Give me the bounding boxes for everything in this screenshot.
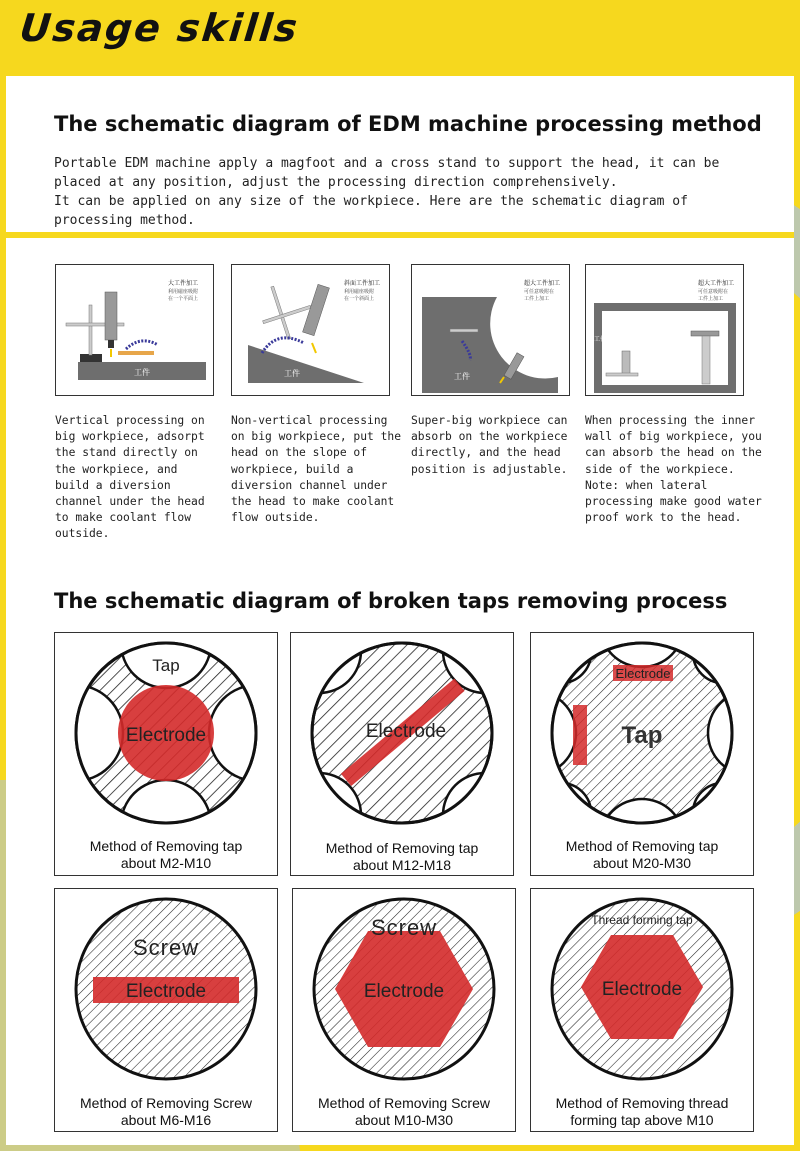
super-big-processing-diagram (412, 265, 569, 395)
intro-section (6, 76, 794, 238)
inner-wall-processing-diagram (586, 265, 743, 395)
tap-card-thread-forming (530, 888, 754, 1132)
vertical-processing-diagram (56, 265, 213, 395)
workpiece-label: 工件 (454, 372, 470, 381)
caption-line: about M10-M30 (354, 1112, 454, 1128)
intro-paragraph (54, 154, 754, 230)
caption-line: about M6-M16 (120, 1112, 212, 1128)
figure-note: 超大工件加工 (698, 280, 735, 287)
section-title-taps: The schematic diagram of broken taps removing process (54, 589, 728, 613)
edm-description-super-big (411, 413, 567, 478)
intro-line: processing method. (54, 213, 195, 228)
figure-note: 利用磁座吸附 (168, 289, 199, 295)
content-panel (6, 76, 794, 1145)
edm-description-vertical (55, 413, 205, 543)
desc-line: on big workpiece, put the (231, 430, 402, 444)
desc-line: the head to make coolant (231, 495, 395, 509)
tap-card-screw-m10-m30 (292, 888, 516, 1132)
tap-card-screw-m6-m16 (54, 888, 278, 1132)
desc-line: When processing the inner (585, 414, 756, 427)
desc-line: head on the slope of (231, 446, 368, 460)
intro-line: It can be applied on any size of the workpiece. Here are the schematic diagram of (54, 194, 688, 209)
figure-note: 可任意吸附在 (698, 289, 729, 295)
tap-label: Tap (621, 722, 663, 749)
desc-line: big workpiece, adsorpt (55, 430, 205, 444)
desc-line: position is adjustable. (411, 462, 568, 476)
figure-note: 斜面工件加工 (344, 280, 381, 287)
caption-line: about M2-M10 (120, 855, 212, 871)
electrode-label: Electrode (615, 666, 671, 681)
desc-line: Super-big workpiece can (411, 414, 568, 427)
thread-forming-tap-label: Thread forming tap (591, 913, 693, 927)
desc-line: proof work to the head. (585, 511, 742, 525)
caption-line: about M20-M30 (592, 855, 692, 871)
figure-note: 工件上加工 (698, 296, 724, 302)
page-title: Usage skills (17, 6, 302, 50)
desc-line: side of the workpiece. (585, 462, 735, 476)
edm-description-inner-wall (585, 413, 762, 526)
caption-line: Method of Removing Screw (80, 1095, 252, 1111)
figure-note: 可任意吸附在 (524, 289, 555, 295)
desc-line: build a diversion (55, 478, 171, 492)
header-bar (0, 0, 800, 68)
desc-line: flow outside. (231, 511, 320, 525)
tap-caption (291, 840, 513, 874)
figure-note: 在一个斜面上 (344, 296, 375, 302)
electrode-label: Electrode (363, 981, 445, 1002)
figure-note: 工件上加工 (524, 296, 550, 302)
screw-label: Screw (370, 915, 438, 940)
tap-caption (531, 838, 753, 872)
caption-line: Method of Removing tap (89, 838, 243, 854)
desc-line: the stand directly on (55, 446, 198, 460)
edm-description-slope (231, 413, 401, 526)
tap-caption (55, 1095, 277, 1129)
tap-caption (55, 838, 277, 872)
desc-line: to make coolant flow (55, 511, 192, 525)
tap-label: Tap (152, 656, 180, 675)
electrode-label: Electrode (601, 979, 683, 1000)
tap-card-m12-m18 (290, 632, 514, 876)
figure-note: 超大工件加工 (524, 280, 561, 287)
caption-line: Method of Removing Screw (318, 1095, 490, 1111)
intro-line: Portable EDM machine apply a magfoot and a cross stand to support the head, it can be (54, 156, 720, 171)
caption-line: forming tap above M10 (570, 1112, 714, 1128)
workpiece-label: 工件 (594, 336, 607, 343)
electrode-label: Electrode (125, 725, 207, 746)
desc-line: the workpiece, and (55, 462, 178, 476)
tap-card-m20-m30 (530, 632, 754, 876)
workpiece-label: 工件 (134, 368, 150, 377)
caption-line: about M12-M18 (352, 857, 452, 873)
caption-line: Method of Removing thread (555, 1095, 729, 1111)
desc-line: wall of big workpiece, you (585, 430, 762, 444)
desc-line: can absorb the head on the (585, 446, 762, 460)
desc-line: Vertical processing on (55, 414, 205, 427)
caption-line: Method of Removing tap (565, 838, 719, 854)
edm-figure-super-big (411, 264, 570, 396)
electrode-label: Electrode (365, 721, 447, 742)
edm-figure-slope (231, 264, 390, 396)
desc-line: channel under the head (55, 495, 205, 509)
electrode-label: Electrode (125, 981, 207, 1002)
figure-note: 利用磁座吸附 (344, 289, 375, 295)
screw-label: Screw (132, 935, 200, 960)
desc-line: absorb on the workpiece (411, 430, 568, 444)
desc-line: outside. (55, 527, 110, 541)
tap-caption (293, 1095, 515, 1129)
workpiece-label: 工件 (284, 369, 300, 378)
slope-processing-diagram (232, 265, 389, 395)
section-title-edm: The schematic diagram of EDM machine processing method (54, 112, 762, 136)
desc-line: directly, and the head (411, 446, 561, 460)
tap-caption (531, 1095, 753, 1129)
edm-figure-vertical (55, 264, 214, 396)
desc-line: processing make good water (585, 495, 762, 509)
figure-note: 在一个平面上 (168, 296, 199, 302)
desc-line: Non-vertical processing (231, 414, 388, 427)
desc-line: Note: when lateral (585, 478, 708, 492)
desc-line: diversion channel under (231, 478, 388, 492)
tap-card-m2-m10 (54, 632, 278, 876)
intro-line: placed at any position, adjust the processing direction comprehensively. (54, 175, 618, 190)
edm-figure-inner-wall (585, 264, 744, 396)
desc-line: workpiece, build a (231, 462, 354, 476)
caption-line: Method of Removing tap (325, 840, 479, 856)
tap-m12-m18-diagram (291, 633, 513, 875)
figure-note: 大工件加工 (168, 280, 199, 287)
